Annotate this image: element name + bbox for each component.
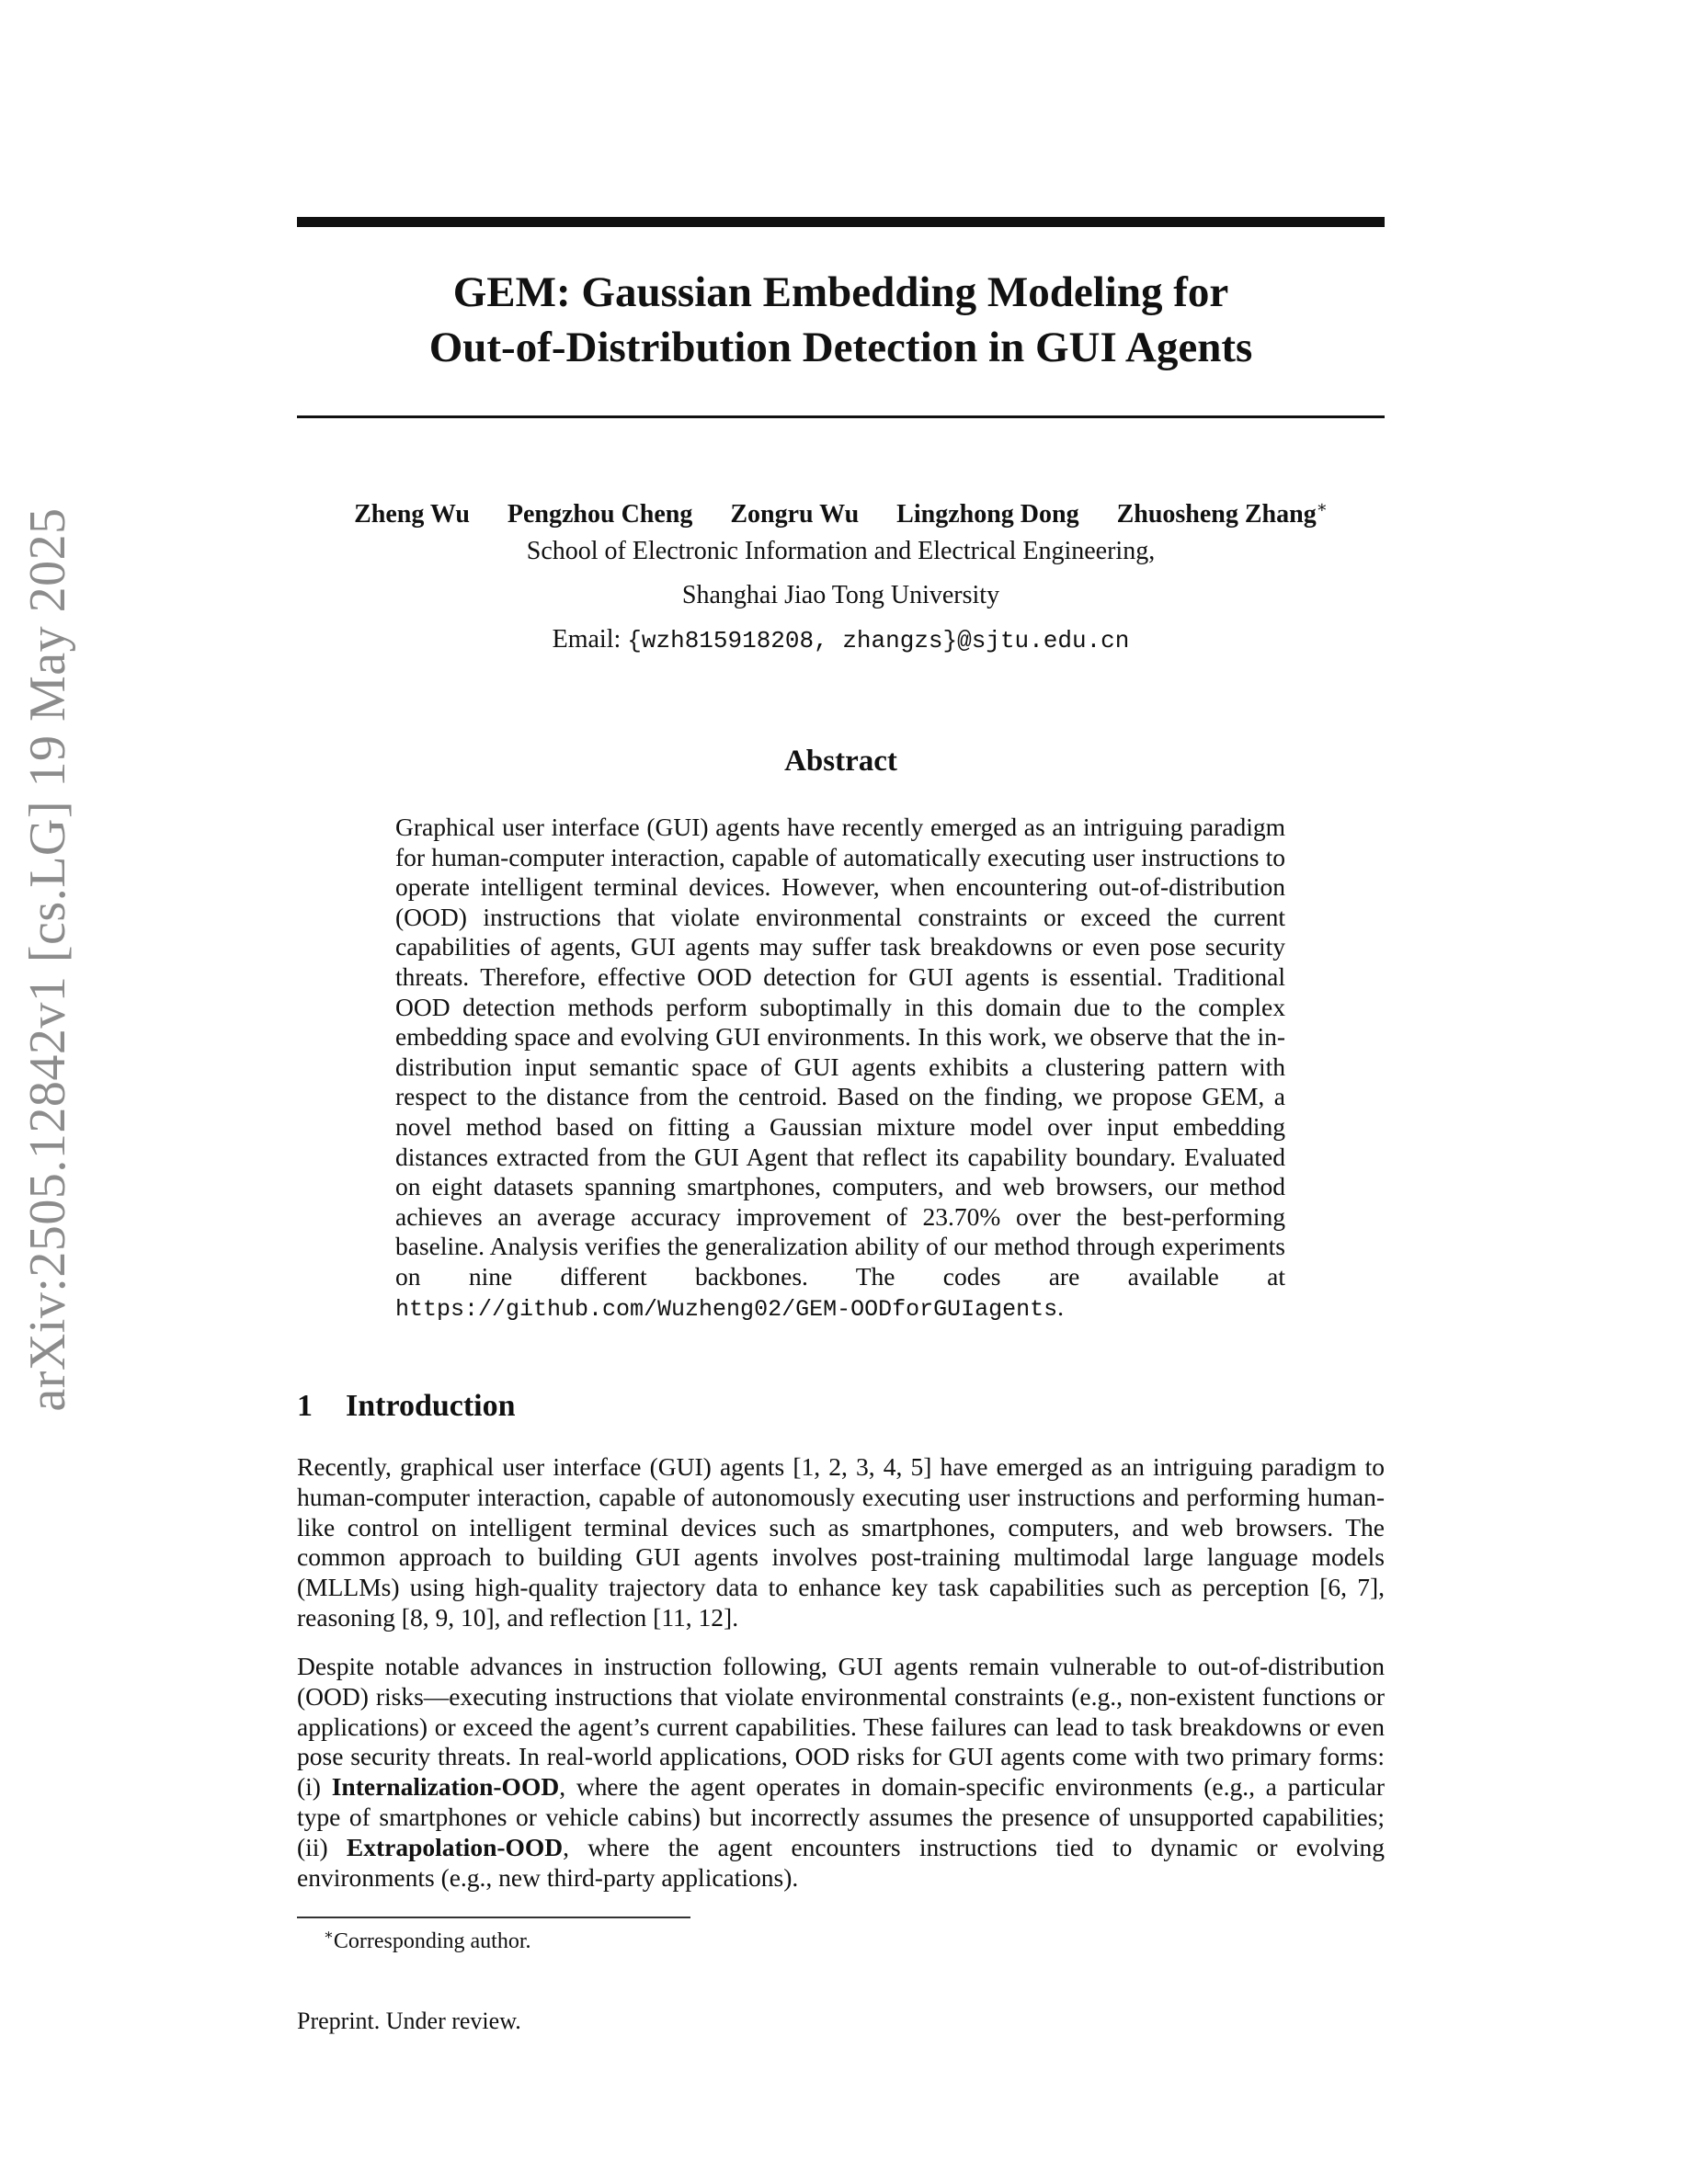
author-name: Zongru Wu [730, 500, 860, 529]
corresponding-author-mark: ∗ [1316, 498, 1328, 517]
intro-paragraph-1: Recently, graphical user interface (GUI) agents [1, 2, 3, 4, 5] have emerged as an intriguing paradigm to human-computer interaction, capable of autonomously executing user instructions and performing human-like control on intelligent terminal devices such as smartphones, computers, and web browsers. The common approach to building GUI agents involves post-training multimodal large language models (MLLMs) using high-quality trajectory data to enhance key task capabilities such as perception [6, 7], reasoning [8, 9, 10], and reflection [11, 12]. [297, 1452, 1385, 1632]
footnote-text: Corresponding author. [333, 1929, 531, 1953]
section-title: Introduction [346, 1389, 516, 1423]
affiliation-line-2: Shanghai Jiao Tong University [681, 581, 1000, 609]
abstract-end: . [1057, 1291, 1064, 1321]
footnote-mark: ∗ [324, 1928, 334, 1943]
author [354, 500, 470, 529]
para2-part2: , where the agent operates in domain-specific environments (e.g., a particular type of smartphones or vehicle cabins) but incorrectly assumes the presence of unsupported capabilities; (ii) [297, 1772, 1385, 1861]
title-top-rule [297, 217, 1385, 227]
author-name: Lingzhong Dong [896, 500, 1079, 529]
author-name: Zhuosheng Zhang [1116, 500, 1317, 529]
section-heading-introduction [297, 1386, 516, 1427]
author [508, 500, 692, 529]
title-line-1: GEM: Gaussian Embedding Modeling for [452, 268, 1229, 316]
section-number: 1 [297, 1389, 313, 1423]
abstract-heading: Abstract [784, 745, 897, 778]
author-name: Zheng Wu [354, 500, 470, 529]
footnote [324, 1921, 531, 1956]
title-bottom-rule [297, 415, 1385, 418]
email-address[interactable]: {wzh815918208, zhangzs}@sjtu.edu.cn [627, 627, 1130, 654]
author [896, 500, 1078, 529]
arxiv-side-stamp: arXiv:2505.12842v1 [cs.LG] 19 May 2025 [19, 507, 76, 1412]
author [1117, 500, 1328, 529]
email-label: Email: [552, 625, 628, 654]
intro-paragraph-2 [297, 1652, 1385, 1893]
para2-part3: , where the agent encounters instructions tied to dynamic or evolving environments (e.g., new third-party applications). [297, 1832, 1385, 1892]
term-internalization-ood: Internalization-OOD [331, 1772, 560, 1802]
code-url-link[interactable]: https://github.com/Wuzheng02/GEM-OODforGUIagents [395, 1295, 1058, 1323]
author [730, 500, 859, 529]
abstract-body-text: Graphical user interface (GUI) agents have recently emerged as an intriguing paradigm for human-computer interaction, capable of automatically executing user instructions to operate intelligent terminal devices. However, when encountering out-of-distribution (OOD) instructions that violate environmental constraints or exceed the current capabilities of agents, GUI agents may suffer task breakdowns or even pose security threats. Therefore, effective OOD detection for GUI agents is essential. Traditional OOD detection methods perform suboptimally in this domain due to the complex embedding space and evolving GUI environments. In this work, we observe that the in-distribution input semantic space of GUI agents exhibits a clustering pattern with respect to the distance from the centroid. Based on the finding, we propose GEM, a novel method based on fitting a Gaussian mixture model over input embedding distances extracted from the GUI Agent that reflect its capability boundary. Evaluated on eight datasets spanning smartphones, computers, and web browsers, our method achieves an average accuracy improvement of 23.70% over the best-performing baseline. Analysis verifies the generalization ability of our method through experiments on nine different backbones. The codes are available at [395, 813, 1285, 1291]
affiliation-line-1: School of Electronic Information and Electrical Engineering, [526, 537, 1156, 565]
preprint-note: Preprint. Under review. [297, 2008, 521, 2034]
para2-part1: Despite notable advances in instruction following, GUI agents remain vulnerable to out-of-distribution (OOD) risks—executing instructions that violate environmental constraints (e.g., non-existent functions or applications) or exceed the agent’s current capabilities. These failures can lead to task breakdowns or even pose security threats. In real-world applications, OOD risks for GUI agents come with two primary forms: (i) [297, 1652, 1385, 1802]
paper-title [297, 265, 1385, 375]
author-list [297, 489, 1385, 533]
email-line [297, 621, 1385, 659]
author-name: Pengzhou Cheng [507, 500, 693, 529]
footnote-rule [297, 1917, 690, 1918]
term-extrapolation-ood: Extrapolation-OOD [346, 1832, 564, 1861]
title-line-2: Out-of-Distribution Detection in GUI Agents [428, 324, 1253, 371]
abstract-text [395, 813, 1285, 1325]
